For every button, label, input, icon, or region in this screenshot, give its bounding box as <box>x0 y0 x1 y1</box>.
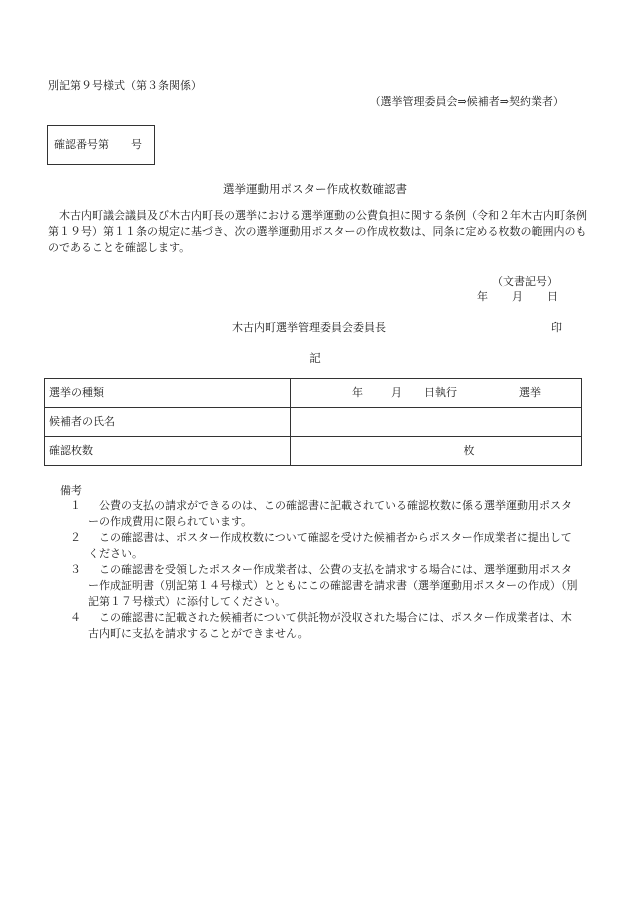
document-title: 選挙運動用ポスター作成枚数確認書 <box>223 182 407 196</box>
date-month: 月 <box>512 290 523 303</box>
list-item <box>70 610 582 642</box>
table-row <box>45 437 582 466</box>
list-item <box>70 562 582 610</box>
body-paragraph: 木古内町議会議員及び木古内町長の選挙における選挙運動の公費負担に関する条例（令和２年木古内町条例第１９号）第１１条の規定に基づき、次の選挙運動用ポスターの作成枚数は、同条に定める枚数の範囲内のものであることを確認します。 <box>48 209 587 254</box>
info-table <box>44 378 582 466</box>
form-label: 別記第９号様式（第３条関係） <box>48 79 202 92</box>
note-number: ４ <box>70 611 81 624</box>
document-number: （文書記号） <box>492 275 558 288</box>
ki-heading: 記 <box>309 351 321 365</box>
routing-note: （選挙管理委員会⇒候補者⇒契約業者） <box>369 95 564 108</box>
seal-mark: 印 <box>551 321 562 334</box>
note-text: 公費の支払の請求ができるのは、この確認書に記載されている確認枚数に係る選挙運動用ポスターの作成費用に限られています。 <box>88 499 572 528</box>
confirmation-number-suffix: 号 <box>131 138 142 152</box>
candidate-name-cell <box>291 408 582 437</box>
date-year: 年 <box>477 290 488 303</box>
note-number: ３ <box>70 563 81 576</box>
date-day: 日 <box>547 290 558 303</box>
note-text: この確認書に記載された候補者について供託物が没収された場合には、ポスター作成業者は、木古内町に支払を請求することができません。 <box>88 611 572 640</box>
row-label-confirmed-count: 確認枚数 <box>45 437 291 466</box>
date-line <box>477 289 558 305</box>
note-number: １ <box>70 499 81 512</box>
notes-title: 備考 <box>60 484 82 497</box>
election-year: 年 <box>352 386 363 400</box>
table-row <box>45 379 582 408</box>
note-number: ２ <box>70 531 81 544</box>
list-item <box>70 498 582 530</box>
count-unit: 枚 <box>463 444 475 458</box>
issuer-title: 木古内町選挙管理委員会委員長 <box>232 321 386 334</box>
election-type-cell <box>291 379 582 408</box>
row-label-election-type: 選挙の種類 <box>45 379 291 408</box>
row-label-candidate-name: 候補者の氏名 <box>45 408 291 437</box>
election-month: 月 <box>391 386 402 400</box>
table-row <box>45 408 582 437</box>
confirmation-number-box <box>47 125 155 165</box>
confirmation-number-label: 確認番号第 <box>54 138 109 152</box>
election-type-suffix: 選挙 <box>519 386 541 400</box>
list-item <box>70 530 582 562</box>
note-text: この確認書は、ポスター作成枚数について確認を受けた候補者からポスター作成業者に提出してください。 <box>88 531 572 560</box>
notes-list <box>70 498 582 642</box>
confirmed-count-cell <box>291 437 582 466</box>
note-text: この確認書を受領したポスター作成業者は、公費の支払を請求する場合には、選挙運動用ポスター作成証明書（別記第１４号様式）とともにこの確認書を請求書（選挙運動用ポスターの作成）（別記第１７号様式）に添付してください。 <box>88 563 578 608</box>
election-day-executed: 日執行 <box>424 386 457 400</box>
